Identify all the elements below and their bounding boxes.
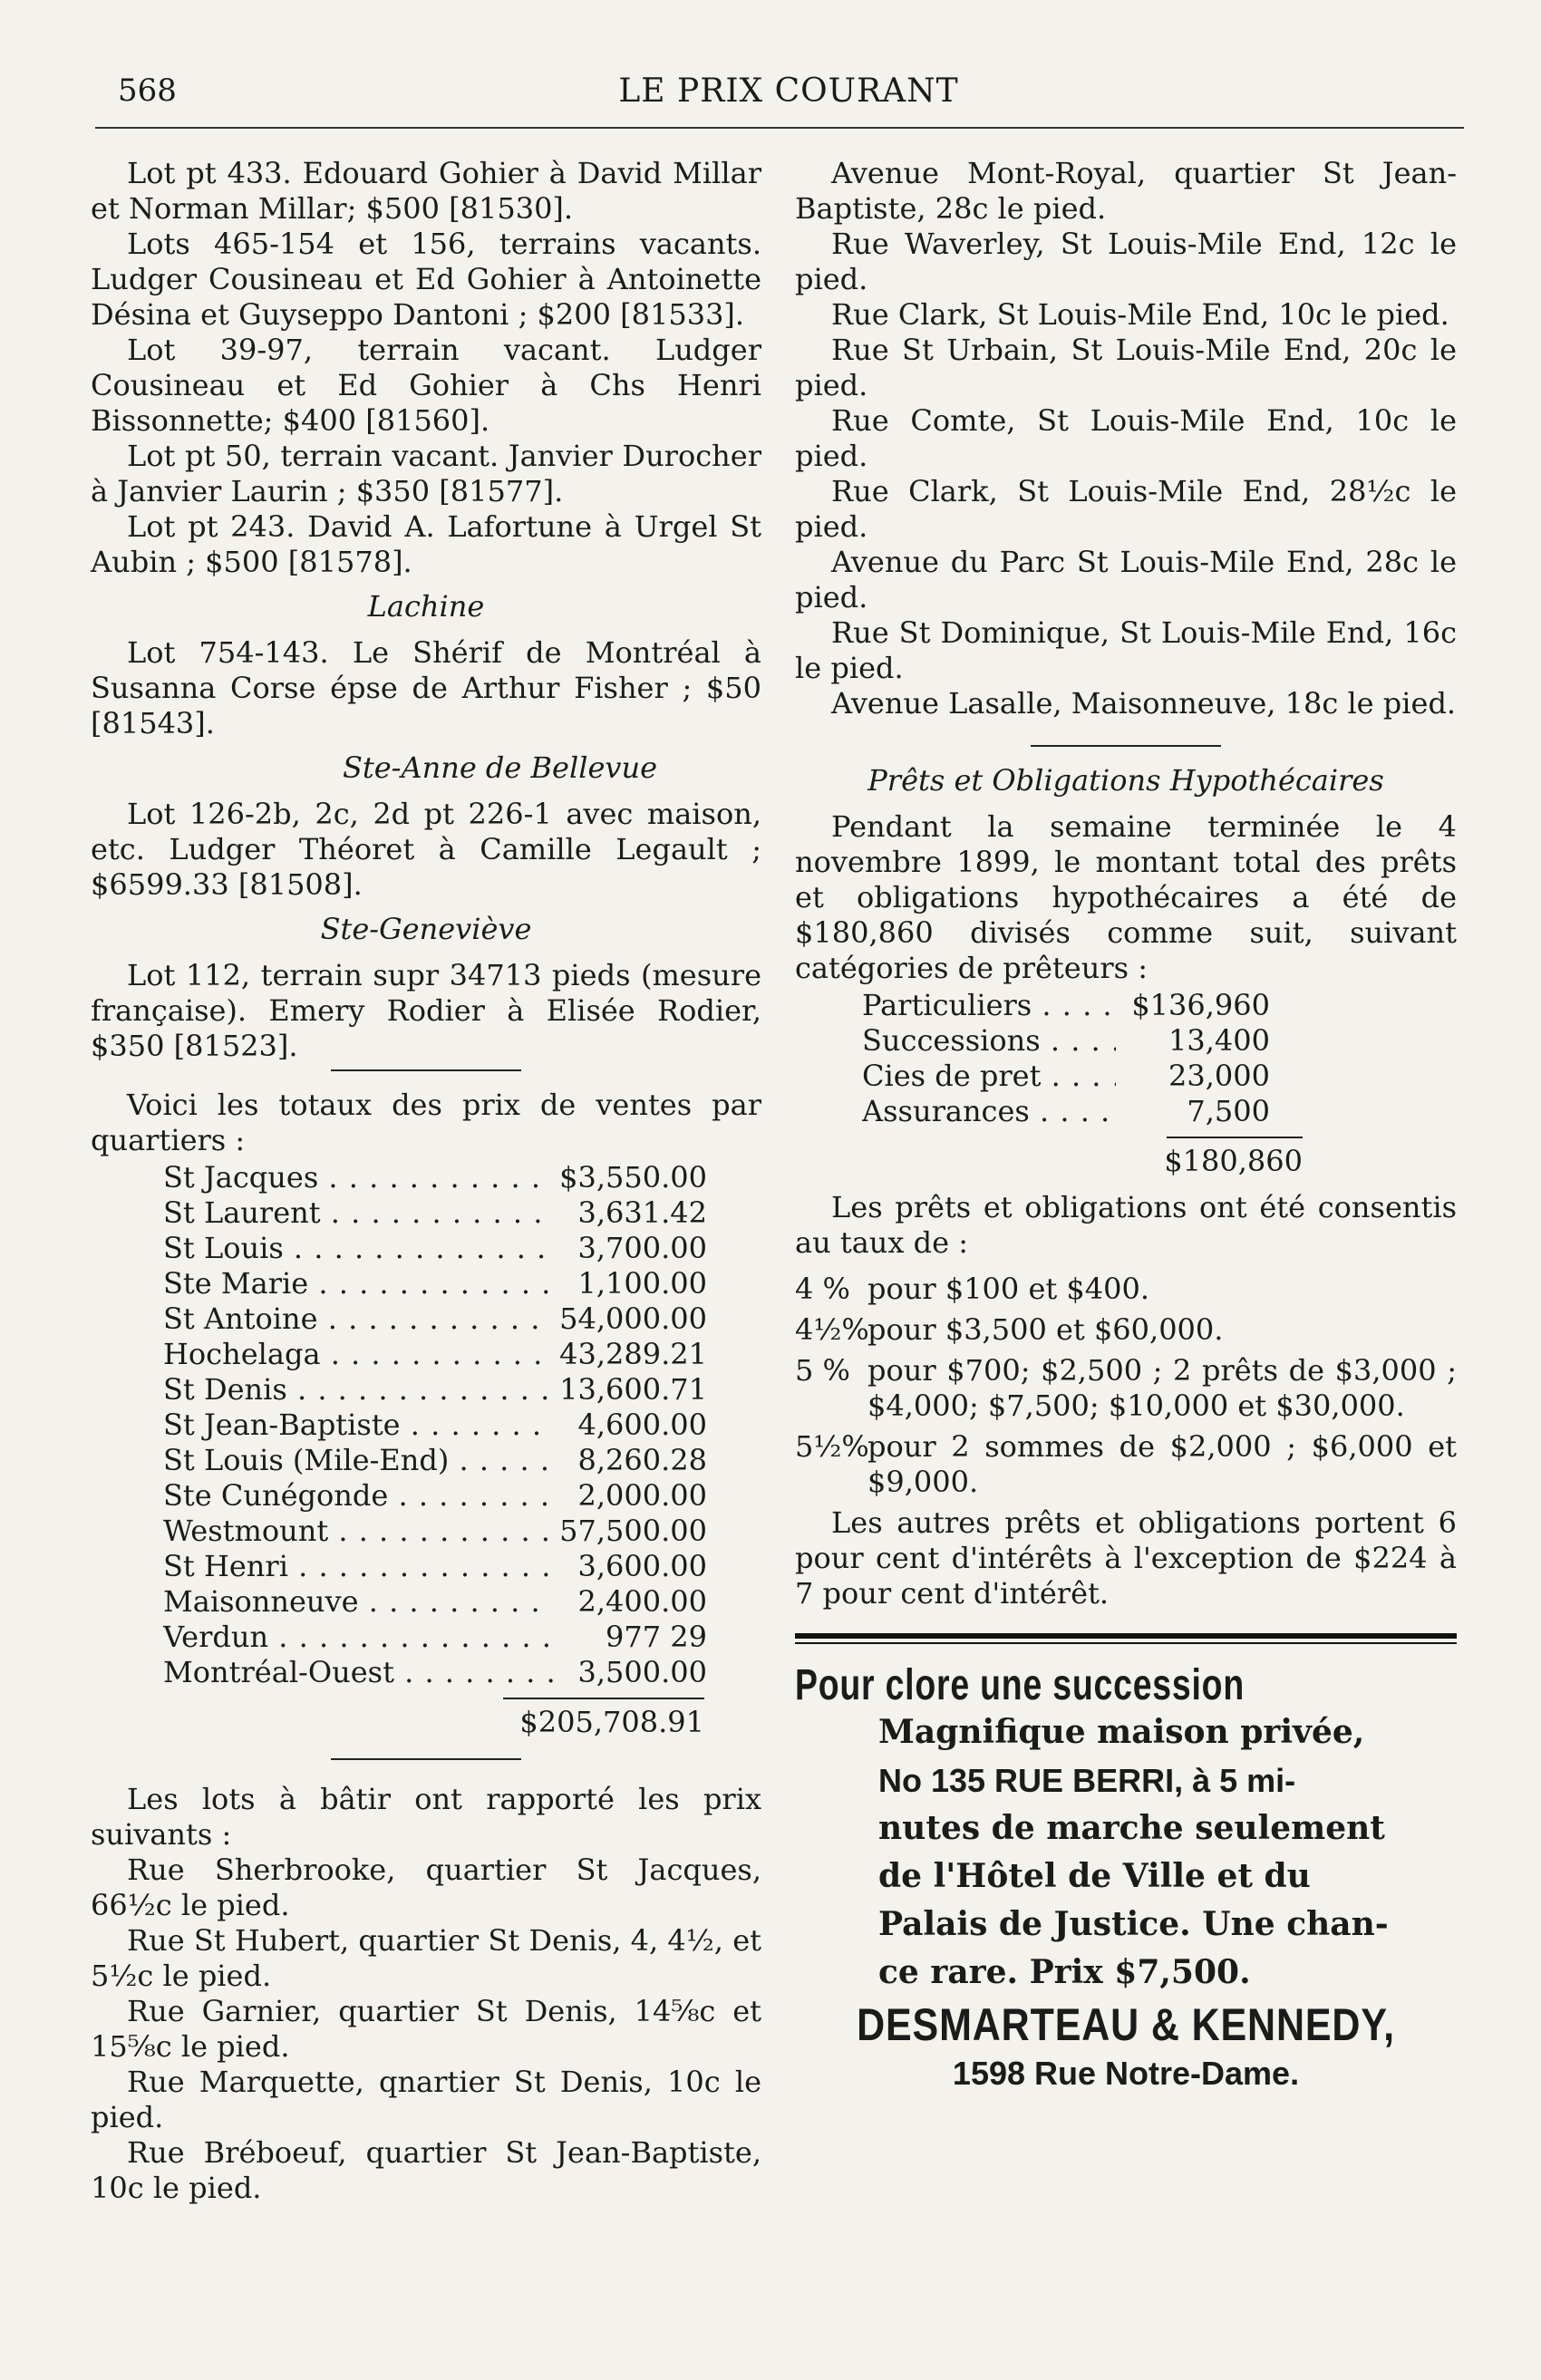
rates-outro: Les autres prêts et obligations portent 6 pour cent d'intérêts à l'exception de $224 à 7 pour cent d'intérêt. bbox=[795, 1505, 1457, 1611]
loans-sum: $180,860 bbox=[1164, 1144, 1303, 1178]
section-text: Lot 112, terrain supr 34713 pieds (mesure française). Emery Rodier à Elisée Rodier, $350 [81523]. bbox=[91, 958, 761, 1063]
lot-prices-list bbox=[91, 1853, 761, 2206]
rate-label: 4½% bbox=[795, 1312, 869, 1347]
sum-rule bbox=[503, 1698, 704, 1699]
rate-text: pour $700; $2,500 ; 2 prêts de $3,000 ; $4,000; $7,500; $10,000 et $30,000. bbox=[867, 1353, 1457, 1423]
sale-entry: Lot pt 433. Edouard Gohier à David Millar et Norman Millar; $500 [81530]. bbox=[91, 156, 761, 226]
ad-address: 1598 Rue Notre-Dame. bbox=[952, 2055, 1300, 2092]
loans-table bbox=[862, 988, 1270, 1129]
table-row bbox=[163, 1584, 707, 1620]
section-text: Lot 754-143. Le Shérif de Montréal à Susanna Corse épse de Arthur Fisher ; $50 [81543]. bbox=[91, 635, 761, 740]
row-label: St Louis . . . bbox=[163, 1231, 553, 1266]
row-value: 13,400 bbox=[1116, 1023, 1270, 1059]
sales-list bbox=[91, 156, 761, 580]
rate-label: 4 % bbox=[795, 1272, 850, 1306]
row-value: 1,100.00 bbox=[553, 1266, 707, 1301]
row-value: $3,550.00 bbox=[553, 1160, 707, 1195]
list-item: Rue Garnier, quartier St Denis, 14⅝c et 15⅝c le pied. bbox=[91, 1994, 761, 2064]
table-row bbox=[862, 1094, 1270, 1129]
advertisement-rules bbox=[795, 1633, 1457, 1644]
table-row bbox=[163, 1195, 707, 1231]
row-label: St Henri . . . bbox=[163, 1549, 553, 1584]
row-label: Westmount . . . bbox=[163, 1514, 553, 1549]
rate-row bbox=[795, 1429, 1457, 1500]
table-row bbox=[163, 1620, 707, 1655]
list-item: Rue Waverley, St Louis-Mile End, 12c le pied. bbox=[795, 227, 1457, 296]
row-label: Verdun . . . bbox=[163, 1620, 553, 1655]
table-row bbox=[862, 1059, 1270, 1094]
row-label: Ste Cunégonde . . . bbox=[163, 1478, 553, 1514]
rate-text: pour $3,500 et $60,000. bbox=[867, 1312, 1224, 1347]
row-value: 3,631.42 bbox=[553, 1195, 707, 1231]
table-row bbox=[163, 1372, 707, 1408]
list-item: Rue St Dominique, St Louis-Mile End, 16c le pied. bbox=[795, 615, 1457, 685]
section-heading-lachine: Lachine bbox=[367, 589, 485, 624]
rate-label: 5 % bbox=[795, 1353, 850, 1388]
page-header bbox=[118, 73, 1459, 118]
table-row bbox=[163, 1337, 707, 1372]
sale-entry: Lot pt 50, terrain vacant. Janvier Durocher à Janvier Laurin ; $350 [81577]. bbox=[91, 439, 761, 508]
row-value: 57,500.00 bbox=[553, 1514, 707, 1549]
list-item: Rue St Urbain, St Louis-Mile End, 20c le pied. bbox=[795, 333, 1457, 402]
row-value: 2,400.00 bbox=[553, 1584, 707, 1620]
row-label: Hochelaga . . . bbox=[163, 1337, 553, 1372]
totals-intro: Voici les totaux des prix de ventes par quartiers : bbox=[91, 1088, 761, 1157]
header-rule bbox=[95, 127, 1464, 129]
rates-intro: Les prêts et obligations ont été consentis au taux de : bbox=[795, 1190, 1457, 1260]
section-divider bbox=[331, 1069, 521, 1071]
list-item: Rue Marquette, qnartier St Denis, 10c le pied. bbox=[91, 2065, 761, 2134]
row-label: Particuliers . . . bbox=[862, 988, 1116, 1023]
sale-entry: Lots 465-154 et 156, terrains vacants. Ludger Cousineau et Ed Gohier à Antoinette Désina et Guyseppo Dantoni ; $200 [81533]. bbox=[91, 227, 761, 332]
row-label: St Denis . . . bbox=[163, 1372, 553, 1408]
row-value: 43,289.21 bbox=[553, 1337, 707, 1372]
row-value: 7,500 bbox=[1116, 1094, 1270, 1129]
table-row bbox=[163, 1655, 707, 1690]
ad-line: No 135 RUE BERRI, à 5 mi- bbox=[878, 1762, 1296, 1799]
list-item: Rue Clark, St Louis-Mile End, 28½c le pied. bbox=[795, 474, 1457, 544]
section-text: Lot 126-2b, 2c, 2d pt 226-1 avec maison, etc. Ludger Théoret à Camille Legault ; $6599.33 [81508]. bbox=[91, 797, 761, 902]
list-item: Avenue Mont-Royal, quartier St Jean-Baptiste, 28c le pied. bbox=[795, 156, 1457, 226]
list-item: Rue Sherbrooke, quartier St Jacques, 66½c le pied. bbox=[91, 1853, 761, 1922]
row-value: 3,700.00 bbox=[553, 1231, 707, 1266]
row-label: Assurances . . . bbox=[862, 1094, 1116, 1129]
row-value: 977 29 bbox=[553, 1620, 707, 1655]
ad-line: Magnifique maison privée, bbox=[878, 1713, 1365, 1751]
row-label: Montréal-Ouest . . . bbox=[163, 1655, 553, 1690]
row-value: 4,600.00 bbox=[553, 1408, 707, 1443]
loans-intro: Pendant la semaine terminée le 4 novembre 1899, le montant total des prêts et obligations hypothécaires a été de $180,860 divisés comme suit, suivant catégories de prêteurs : bbox=[795, 809, 1457, 985]
row-value: $136,960 bbox=[1116, 988, 1270, 1023]
sale-entry: Lot 39-97, terrain vacant. Ludger Cousineau et Ed Gohier à Chs Henri Bissonnette; $400 [81560]. bbox=[91, 333, 761, 438]
ad-line: ce rare. Prix $7,500. bbox=[878, 1953, 1251, 1991]
totals-sum: $205,708.91 bbox=[519, 1705, 704, 1739]
table-row bbox=[163, 1266, 707, 1301]
table-row bbox=[163, 1160, 707, 1195]
row-value: 3,600.00 bbox=[553, 1549, 707, 1584]
row-label: Cies de pret . . . bbox=[862, 1059, 1116, 1094]
left-column bbox=[91, 156, 761, 2206]
row-label: St Louis (Mile-End) . . . bbox=[163, 1443, 553, 1478]
table-row bbox=[163, 1301, 707, 1337]
row-value: 54,000.00 bbox=[553, 1301, 707, 1337]
row-label: Maisonneuve . . . bbox=[163, 1584, 553, 1620]
sum-rule bbox=[1167, 1137, 1303, 1138]
row-value: 8,260.28 bbox=[553, 1443, 707, 1478]
page-number: 568 bbox=[118, 73, 177, 109]
lots-intro: Les lots à bâtir ont rapporté les prix suivants : bbox=[91, 1782, 761, 1852]
table-row bbox=[163, 1478, 707, 1514]
table-row bbox=[163, 1231, 707, 1266]
rate-row bbox=[795, 1353, 1457, 1424]
ad-headline: Pour clore une succession bbox=[795, 1661, 1245, 1709]
row-value: 3,500.00 bbox=[553, 1655, 707, 1690]
ad-line: de l'Hôtel de Ville et du bbox=[878, 1857, 1311, 1895]
table-row bbox=[862, 988, 1270, 1023]
section-heading-ste-anne: Ste-Anne de Bellevue bbox=[342, 750, 657, 785]
list-item: Avenue Lasalle, Maisonneuve, 18c le pied. bbox=[831, 686, 1457, 721]
ad-line: nutes de marche seulement bbox=[878, 1809, 1385, 1847]
right-column bbox=[795, 156, 1457, 2091]
row-label: Successions . . . bbox=[862, 1023, 1116, 1059]
row-label: St Laurent . . . bbox=[163, 1195, 553, 1231]
list-item: Rue Bréboeuf, quartier St Jean-Baptiste, 10c le pied. bbox=[91, 2135, 761, 2205]
rate-row bbox=[795, 1272, 1457, 1307]
list-item: Avenue du Parc St Louis-Mile End, 28c le pied. bbox=[795, 545, 1457, 614]
ad-firm-name: DESMARTEAU & KENNEDY, bbox=[857, 1999, 1395, 2050]
row-label: St Jean-Baptiste . . . bbox=[163, 1408, 553, 1443]
rate-label: 5½% bbox=[795, 1429, 869, 1464]
rate-text: pour $100 et $400. bbox=[867, 1272, 1150, 1306]
table-row bbox=[163, 1514, 707, 1549]
list-item: Rue Clark, St Louis-Mile End, 10c le pied. bbox=[831, 297, 1449, 332]
row-label: Ste Marie . . . bbox=[163, 1266, 553, 1301]
lot-prices-list-continued bbox=[795, 156, 1457, 721]
list-item: Rue Comte, St Louis-Mile End, 10c le pied. bbox=[795, 403, 1457, 473]
row-value: 13,600.71 bbox=[553, 1372, 707, 1408]
list-item: Rue St Hubert, quartier St Denis, 4, 4½, et 5½c le pied. bbox=[91, 1923, 761, 1993]
totals-table bbox=[163, 1160, 707, 1690]
table-row bbox=[163, 1549, 707, 1584]
sale-entry: Lot pt 243. David A. Lafortune à Urgel St Aubin ; $500 [81578]. bbox=[91, 509, 761, 579]
loans-heading: Prêts et Obligations Hypothécaires bbox=[867, 763, 1384, 798]
ad-line: Palais de Justice. Une chan- bbox=[878, 1905, 1389, 1943]
ad-body bbox=[878, 1708, 1389, 1997]
table-row bbox=[163, 1408, 707, 1443]
publication-title: LE PRIX COURANT bbox=[618, 73, 959, 110]
row-label: St Antoine . . . bbox=[163, 1301, 553, 1337]
section-divider bbox=[331, 1758, 521, 1760]
table-row bbox=[862, 1023, 1270, 1059]
section-heading-ste-genevieve: Ste-Geneviève bbox=[320, 912, 532, 946]
row-value: 23,000 bbox=[1116, 1059, 1270, 1094]
table-row bbox=[163, 1443, 707, 1478]
rate-text: pour 2 sommes de $2,000 ; $6,000 et $9,000. bbox=[867, 1429, 1457, 1499]
rate-row bbox=[795, 1312, 1457, 1348]
section-divider bbox=[1031, 745, 1221, 747]
row-label: St Jacques . . . bbox=[163, 1160, 553, 1195]
row-value: 2,000.00 bbox=[553, 1478, 707, 1514]
